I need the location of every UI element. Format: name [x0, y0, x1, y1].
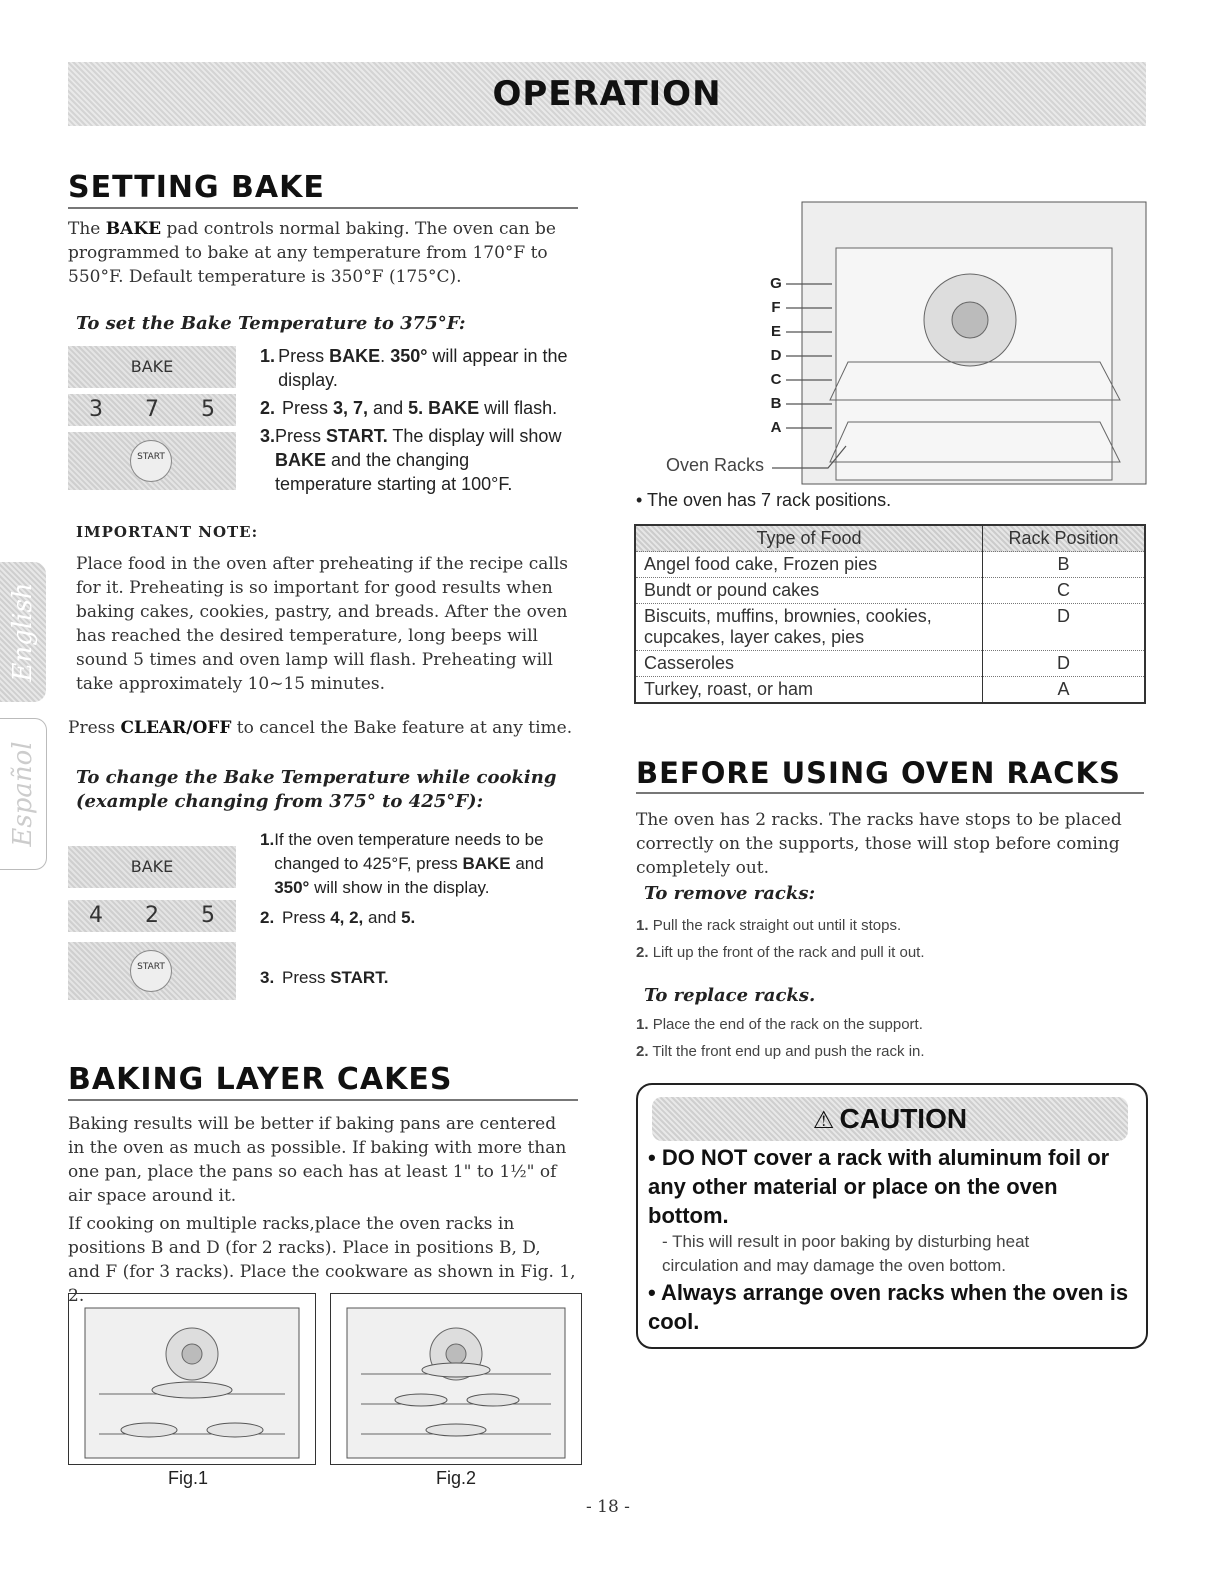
clear-off-note: Press CLEAR/OFF to cancel the Bake feature at any time.	[68, 718, 573, 738]
table-header-row	[635, 525, 1145, 552]
change-start-pad[interactable]	[68, 942, 236, 1000]
rack-positions-note: • The oven has 7 rack positions.	[636, 490, 892, 510]
bake-pad[interactable]: BAKE	[68, 346, 236, 388]
rack-label-e: E	[770, 323, 781, 340]
oven-interior-illustration-fig1	[69, 1294, 315, 1464]
set-bake-subtitle: To set the Bake Temperature to 375°F:	[76, 313, 466, 334]
change-step-2: 2. Press 4, 2, and 5.	[260, 908, 416, 927]
page-number: - 18 -	[586, 1497, 630, 1517]
oven-interior-illustration-fig2	[331, 1294, 581, 1464]
oven-rack-diagram	[660, 200, 1148, 488]
digit-5[interactable]: 5	[201, 903, 215, 928]
caution-item-1-note: - This will result in poor baking by disturbing heat circulation and may damage the oven bottom.	[662, 1232, 1030, 1275]
remove-step-1: 1. Pull the rack straight out until it stops.	[636, 917, 902, 934]
bake-steps	[260, 344, 570, 496]
remove-step-2: 2. Lift up the front of the rack and pull it out.	[636, 944, 925, 961]
rack-label-b: B	[770, 395, 782, 412]
table-row: Biscuits, muffins, brownies, cookies, cupcakes, layer cakes, pies D	[635, 604, 1145, 651]
caution-header	[652, 1097, 1128, 1141]
before-racks-intro: The oven has 2 racks. The racks have stops to be placed correctly on the supports, those will stop before coming completely out.	[636, 810, 1122, 878]
rack-position-table	[634, 524, 1146, 704]
setting-bake-intro: The BAKE pad controls normal baking. The oven can be programmed to bake at any temperature from 170°F to 550°F. Default temperature is 350°F (175°C).	[68, 219, 556, 287]
rack-position-labels	[764, 272, 788, 440]
table-row: Angel food cake, Frozen pies B	[635, 552, 1145, 578]
rack-label-a: A	[770, 419, 782, 436]
digit-pads[interactable]	[68, 394, 236, 426]
col-rack-position: Rack Position	[983, 525, 1146, 552]
bake-step-1: 1. Press BAKE. 350° will appear in the display.	[260, 346, 568, 390]
change-digit-pads[interactable]	[68, 900, 236, 932]
digit-7[interactable]: 7	[145, 397, 159, 422]
col-type-of-food: Type of Food	[635, 525, 983, 552]
caution-item-2: • Always arrange oven racks when the oven is cool.	[648, 1280, 1129, 1334]
operation-banner	[68, 62, 1146, 126]
start-icon: START	[130, 950, 172, 992]
remove-racks-steps	[636, 912, 925, 966]
caution-item-1: • DO NOT cover a rack with aluminum foil or any other material or place on the oven bottom.	[648, 1145, 1110, 1228]
caution-box	[636, 1083, 1148, 1349]
replace-racks-steps	[636, 1011, 925, 1065]
tab-english[interactable]: English	[0, 562, 46, 702]
layer-cakes-p2: If cooking on multiple racks,place the oven racks in positions B and D (for 2 racks). Place in positions B, D, and F (for 3 racks). Place the cookware as shown in Fig. 1, 2.	[68, 1214, 576, 1306]
change-steps	[260, 828, 570, 990]
tab-espanol[interactable]: Español	[0, 718, 47, 870]
before-using-racks-title: BEFORE USING OVEN RACKS	[636, 756, 1144, 794]
bake-step-3: 3. Press START. The display will show BAKE and the changing temperature starting at 100°F.	[260, 426, 562, 494]
rack-label-g: G	[770, 275, 782, 292]
digit-3[interactable]: 3	[89, 397, 103, 422]
remove-racks-title: To remove racks:	[644, 883, 816, 904]
replace-step-2: 2. Tilt the front end up and push the rack in.	[636, 1043, 925, 1060]
table-row: Turkey, roast, or ham A	[635, 677, 1145, 704]
table-row: Casseroles D	[635, 651, 1145, 677]
layer-cakes-p1: Baking results will be better if baking pans are centered in the oven as much as possible. If baking with more than one pan, place the pans so each has at least 1" to 1½" of air space around it.	[68, 1114, 567, 1206]
start-pad[interactable]	[68, 432, 236, 490]
change-temp-subtitle: To change the Bake Temperature while cooking (example changing from 375° to 425°F):	[76, 767, 557, 812]
setting-bake-title: SETTING BAKE	[68, 170, 578, 209]
fig2-caption: Fig.2	[436, 1468, 477, 1488]
important-note-title: IMPORTANT NOTE:	[76, 523, 259, 541]
warning-icon: ⚠	[812, 1106, 835, 1134]
digit-2[interactable]: 2	[145, 903, 159, 928]
fig1-image	[68, 1293, 316, 1465]
fig1-caption: Fig.1	[168, 1468, 209, 1488]
baking-layer-cakes-title: BAKING LAYER CAKES	[68, 1062, 578, 1101]
replace-step-1: 1. Place the end of the rack on the support.	[636, 1016, 923, 1033]
caution-title: CAUTION	[839, 1103, 968, 1134]
oven-racks-label: Oven Racks	[666, 455, 765, 475]
digit-4[interactable]: 4	[89, 903, 103, 928]
rack-label-c: C	[770, 371, 782, 388]
banner-title: OPERATION	[492, 74, 722, 114]
digit-5[interactable]: 5	[201, 397, 215, 422]
change-step-3: 3. Press START.	[260, 968, 389, 987]
rack-label-d: D	[770, 347, 782, 364]
replace-racks-title: To replace racks.	[644, 985, 816, 1006]
table-row: Bundt or pound cakes C	[635, 578, 1145, 604]
bake-step-2: 2. Press 3, 7, and 5. BAKE will flash.	[260, 398, 558, 418]
start-icon: START	[130, 440, 172, 482]
change-step-1: 1. If the oven temperature needs to be changed to 425°F, press BAKE and 350° will show in the display.	[260, 830, 544, 897]
fig2-image	[330, 1293, 582, 1465]
rack-label-f: F	[771, 299, 781, 316]
oven-interior-illustration	[660, 200, 1148, 488]
change-bake-pad[interactable]: BAKE	[68, 846, 236, 888]
important-note-text: Place food in the oven after preheating if the recipe calls for it. Preheating is so important for good results when baking cakes, cookies, pastry, and breads. After the oven has reached the desired temperature, long beeps will sound 5 times and oven lamp will flash. Preheating will take approximately 10~15 minutes.	[76, 554, 569, 694]
